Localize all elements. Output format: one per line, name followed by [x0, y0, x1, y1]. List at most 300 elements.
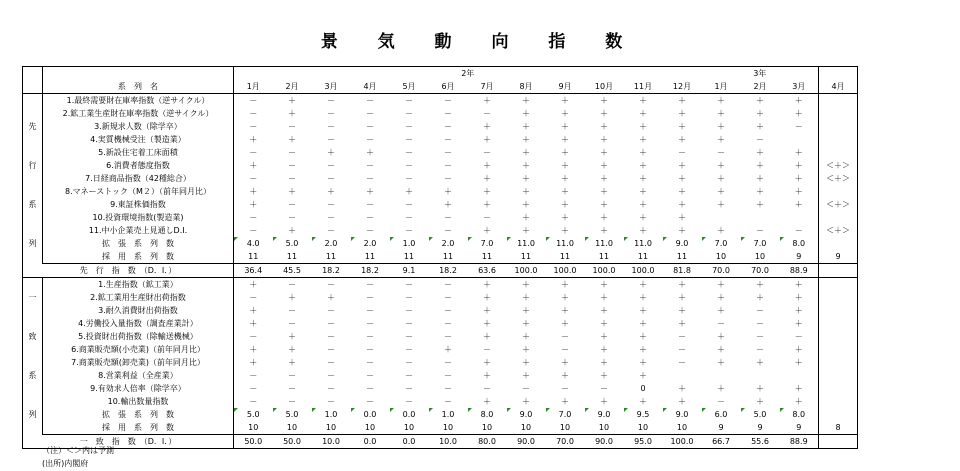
di-value: [819, 435, 858, 449]
series-name: 1.最終需要財在庫率指数（逆サイクル）: [43, 94, 234, 108]
indicator-cell: ＋: [717, 279, 725, 289]
indicator-cell: ＋: [288, 344, 296, 354]
indicator-cell: ＋: [639, 305, 647, 315]
indicator-cell: [819, 185, 858, 198]
expand-value: 0.0: [351, 408, 390, 421]
expand-value: 9.0: [663, 237, 702, 250]
indicator-cell: ＋: [756, 357, 764, 367]
cell-marker-icon: [546, 237, 550, 241]
indicator-cell: ＋: [234, 317, 273, 330]
leading-row: [23, 211, 858, 224]
indicator-cell: －: [444, 108, 452, 118]
section-side-label: [23, 250, 43, 264]
indicator-cell: －: [234, 146, 273, 159]
indicator-cell: ＋: [234, 159, 273, 172]
adopt-value: 10: [273, 421, 312, 435]
indicator-cell: －: [794, 121, 803, 131]
series-name: 4.実質機械受注（製造業）: [43, 133, 234, 146]
indicator-cell: [819, 343, 858, 356]
indicator-cell: －: [444, 95, 452, 105]
indicator-cell: ＋: [678, 121, 686, 131]
indicator-cell: －: [327, 370, 335, 380]
indicator-cell: ＋: [561, 225, 569, 235]
indicator-cell: ＋: [756, 160, 764, 170]
indicator-cell: ＋: [561, 199, 569, 209]
indicator-cell: ＋: [639, 147, 647, 157]
indicator-cell: －: [234, 330, 273, 343]
cell-marker-icon: [741, 408, 745, 412]
series-name: 5.投資財出荷指数（除輸送機械）: [43, 330, 234, 343]
indicator-cell: ＋: [600, 121, 608, 131]
indicator-cell: ＋: [756, 95, 764, 105]
di-value: 95.0: [624, 435, 663, 449]
indicator-cell: ＋: [717, 225, 725, 235]
indicator-cell: ＋: [522, 305, 530, 315]
expand-value: 11.0: [585, 237, 624, 250]
expand-value: 7.0: [468, 237, 507, 250]
adopt-value: 10: [546, 421, 585, 435]
section-side-label: [23, 107, 43, 120]
di-value: 88.9: [780, 435, 819, 449]
indicator-cell: ＋: [756, 147, 764, 157]
indicator-cell: ＋: [483, 95, 491, 105]
indicator-cell: －: [327, 396, 335, 406]
indicator-cell: ＋: [639, 199, 647, 209]
indicator-cell: ＋: [288, 108, 296, 118]
indicator-cell: ＋: [483, 225, 491, 235]
indicator-cell: ＋: [794, 357, 803, 367]
coincident-row: [23, 369, 858, 382]
indicator-cell: ＋: [794, 318, 803, 328]
indicator-cell: －: [444, 370, 452, 380]
adopt-value: 10: [663, 421, 702, 435]
indicator-cell: ＋: [639, 318, 647, 328]
indicator-cell: －: [366, 344, 374, 354]
indicator-cell: ＋: [639, 186, 647, 196]
section-side-label: [23, 211, 43, 224]
section-side-label: [23, 224, 43, 237]
adopt-value: 10: [741, 250, 780, 264]
section-side-label: 先: [23, 120, 43, 133]
coincident-row: [23, 330, 858, 343]
di-value: 50.0: [273, 435, 312, 449]
indicator-cell: ＋: [794, 147, 803, 157]
section-side-label: [23, 94, 43, 108]
indicator-cell: ＋: [522, 370, 530, 380]
indicator-cell: ＋: [756, 173, 764, 183]
indicator-cell: ＋: [756, 396, 764, 406]
indicator-cell: ＋: [522, 357, 530, 367]
indicator-cell: －: [366, 357, 374, 367]
indicator-cell: ＋: [327, 292, 335, 302]
indicator-cell: ＋: [678, 396, 686, 406]
cell-marker-icon: [390, 408, 394, 412]
series-name: 1.生産指数（鉱工業）: [43, 278, 234, 292]
indicator-cell: ＋: [522, 318, 530, 328]
indicator-cell: －: [366, 383, 374, 393]
indicator-cell: ＋: [522, 186, 530, 196]
indicator-cell: ＋: [600, 199, 608, 209]
indicator-cell: ＋: [600, 134, 608, 144]
indicator-cell: －: [366, 331, 374, 341]
indicator-cell: －: [288, 318, 296, 328]
indicator-cell: －: [327, 357, 335, 367]
indicator-cell: ＋: [639, 370, 647, 380]
indicator-cell: ＋: [639, 279, 647, 289]
indicator-cell: ＋: [794, 108, 803, 118]
indicator-cell: －: [405, 95, 413, 105]
indicator-cell: －: [678, 331, 686, 341]
section-side-label: [23, 421, 43, 435]
month-header: 4月: [819, 80, 858, 94]
indicator-cell: ＋: [522, 212, 530, 222]
leading-row: [23, 120, 858, 133]
series-name: 8.営業利益（全産業）: [43, 369, 234, 382]
month-header: 6月: [429, 80, 468, 94]
indicator-cell: －: [288, 370, 296, 380]
indicator-cell: －: [327, 383, 335, 393]
indicator-cell: －: [366, 160, 374, 170]
indicator-cell: －: [288, 160, 296, 170]
indicator-cell: [819, 278, 858, 292]
indicator-cell: ＋: [483, 292, 491, 302]
indicator-cell: －: [327, 199, 335, 209]
indicator-cell: ＋: [561, 357, 569, 367]
di-value: 50.0: [234, 435, 273, 449]
coincident-row: [23, 356, 858, 369]
series-name: 7.商業販売額(卸売業)（前年同月比）: [43, 356, 234, 369]
indicator-cell: ＋: [483, 134, 491, 144]
leading-row: [23, 133, 858, 146]
series-name: 10.投資環境指数(製造業): [43, 211, 234, 224]
coincident-row: [23, 317, 858, 330]
series-name-header: 系 列 名: [43, 80, 234, 94]
indicator-cell: ＋: [483, 357, 491, 367]
adopt-value: 11: [624, 250, 663, 264]
series-name: 5.新設住宅着工床面積: [43, 146, 234, 159]
indicator-cell: －: [405, 199, 413, 209]
indicator-cell: ＋: [561, 186, 569, 196]
indicator-cell: ＋: [794, 292, 803, 302]
di-value: 55.6: [741, 435, 780, 449]
indicator-cell: ＋: [561, 95, 569, 105]
section-side-label: 系: [23, 198, 43, 211]
series-name: 4.労働投入量指数（調査産業計）: [43, 317, 234, 330]
di-value: [819, 264, 858, 278]
adopt-value: 11: [429, 250, 468, 264]
expand-value: 9.0: [507, 408, 546, 421]
expand-value: 8.0: [780, 408, 819, 421]
expand-value: 9.5: [624, 408, 663, 421]
adopt-value: 10: [624, 421, 663, 435]
indicator-cell: －: [327, 344, 335, 354]
indicator-cell: －: [405, 134, 413, 144]
indicator-cell: －: [366, 370, 374, 380]
cell-marker-icon: [429, 237, 433, 241]
indicator-cell: －: [405, 212, 413, 222]
section-side-label: [23, 304, 43, 317]
series-name: 2.鉱工業用生産財出荷指数: [43, 291, 234, 304]
indicator-cell: ＋: [678, 108, 686, 118]
indicator-cell: －: [366, 95, 374, 105]
indicator-cell: ＋: [522, 279, 530, 289]
month-header: 3月: [780, 80, 819, 94]
adopt-value: 11: [663, 250, 702, 264]
indicator-cell: －: [444, 383, 452, 393]
indicator-cell: －: [234, 94, 273, 108]
leading-row: [23, 250, 858, 264]
indicator-cell: ＋: [639, 173, 647, 183]
di-value: 36.4: [234, 264, 273, 278]
indicator-cell: ＋: [561, 108, 569, 118]
indicator-cell: [819, 291, 858, 304]
adopt-value: 10: [585, 421, 624, 435]
expand-value: 11.0: [624, 237, 663, 250]
indicator-cell: －: [444, 279, 452, 289]
di-value: 18.2: [312, 264, 351, 278]
indicator-cell: ＋: [717, 383, 725, 393]
expand-value: 11.0: [507, 237, 546, 250]
di-value: 63.6: [468, 264, 507, 278]
indicator-cell: ＋: [717, 199, 725, 209]
leading-row: [23, 94, 858, 108]
indicator-cell: ＋: [561, 134, 569, 144]
indicator-cell: ＋: [639, 160, 647, 170]
indicator-cell: ＋: [483, 279, 491, 289]
section-side-label: [23, 185, 43, 198]
indicator-cell: ＋: [794, 173, 803, 183]
indicator-cell: －: [366, 108, 374, 118]
cell-marker-icon: [663, 408, 667, 412]
indicator-cell: －: [366, 292, 374, 302]
indicator-cell: ＋: [639, 134, 647, 144]
indicator-cell: －: [405, 357, 413, 367]
indicator-cell: ＋: [288, 95, 296, 105]
coincident-row: [23, 435, 858, 449]
expand-value: 9.0: [585, 408, 624, 421]
indicator-cell: ＋: [561, 212, 569, 222]
indicator-cell: ＋: [756, 279, 764, 289]
indicator-cell: －: [327, 331, 335, 341]
indicator-cell: －: [366, 121, 374, 131]
indicator-cell: ＋: [522, 344, 530, 354]
indicator-cell: ＋: [678, 318, 686, 328]
indicator-cell: [741, 369, 780, 382]
indicator-cell: [702, 369, 741, 382]
month-header: 9月: [546, 80, 585, 94]
coincident-row: [23, 278, 858, 292]
indicator-cell: －: [327, 108, 335, 118]
series-name: 8.マネーストック（M２）（前年同月比）: [43, 185, 234, 198]
di-value: 81.8: [663, 264, 702, 278]
indicator-cell: －: [717, 318, 725, 328]
indicator-cell: －: [327, 95, 335, 105]
di-value: 66.7: [702, 435, 741, 449]
series-name: 6.商業販売額(小売業)（前年同月比）: [43, 343, 234, 356]
cell-marker-icon: [390, 237, 394, 241]
month-header: 1月: [702, 80, 741, 94]
indicator-cell: [819, 330, 858, 343]
indicator-cell: [780, 369, 819, 382]
indicator-cell: ＋: [600, 305, 608, 315]
expand-value: 1.0: [390, 237, 429, 250]
indicator-cell: －: [794, 225, 803, 235]
indicator-cell: ＋: [522, 396, 530, 406]
expand-value: 2.0: [312, 237, 351, 250]
indicator-cell: ＋: [639, 225, 647, 235]
indicator-cell: ＋: [717, 344, 725, 354]
indicator-cell: ＋: [561, 279, 569, 289]
indicator-cell: －: [288, 147, 296, 157]
indicator-cell: －: [234, 107, 273, 120]
month-header: 1月: [234, 80, 273, 94]
indicator-cell: －: [405, 147, 413, 157]
indicator-cell: －: [366, 173, 374, 183]
indicator-cell: ＋: [756, 383, 764, 393]
indicator-cell: －: [405, 292, 413, 302]
indicator-cell: ＋: [366, 186, 374, 196]
expand-value: 6.0: [702, 408, 741, 421]
expand-value: 2.0: [429, 237, 468, 250]
indicator-cell: ＋: [678, 383, 686, 393]
indicator-cell: －: [794, 331, 803, 341]
series-name: 3.新規求人数（除学卒）: [43, 120, 234, 133]
month-header: 3月: [312, 80, 351, 94]
section-side-label: [23, 133, 43, 146]
page-title: 景 気 動 向 指 数: [320, 32, 640, 52]
indicator-cell: －: [522, 383, 530, 393]
indicator-cell: ＋: [717, 357, 725, 367]
indicator-cell: －: [327, 305, 335, 315]
indicator-cell: ＋: [600, 318, 608, 328]
cell-marker-icon: [351, 237, 355, 241]
indicator-cell: [780, 133, 819, 146]
adopt-value: 10: [507, 421, 546, 435]
indicator-cell: －: [483, 383, 491, 393]
indicator-cell: －: [444, 357, 452, 367]
indicator-cell: [819, 369, 858, 382]
adopt-value: 11: [312, 250, 351, 264]
di-value: 18.2: [351, 264, 390, 278]
indicator-cell: ＋: [483, 160, 491, 170]
indicator-cell: ＋: [717, 305, 725, 315]
di-value: 90.0: [507, 435, 546, 449]
indicator-cell: －: [288, 121, 296, 131]
indicator-cell: －: [678, 344, 686, 354]
indicator-cell: ＋: [522, 95, 530, 105]
indicator-cell: ＋: [483, 121, 491, 131]
indicator-cell: －: [405, 396, 413, 406]
indicator-cell: －: [561, 331, 569, 341]
indicator-cell: ＋: [639, 95, 647, 105]
adopt-value: 10: [468, 421, 507, 435]
indicator-cell: ＋: [522, 108, 530, 118]
indicator-cell: ＋: [561, 160, 569, 170]
indicator-cell: －: [405, 121, 413, 131]
indicator-cell: －: [561, 344, 569, 354]
indicator-cell: －: [288, 396, 296, 406]
indicator-cell: ＋: [600, 279, 608, 289]
cell-marker-icon: [429, 408, 433, 412]
indicator-cell: ＋: [639, 344, 647, 354]
di-label: 先 行 指 数 （D．I．）: [23, 264, 234, 278]
indicator-cell: ＋: [794, 186, 803, 196]
indicator-cell: ＜＋＞: [819, 172, 858, 185]
leading-row: [23, 185, 858, 198]
expand-value: 7.0: [702, 237, 741, 250]
indicator-cell: －: [234, 291, 273, 304]
indicator-cell: ＋: [483, 305, 491, 315]
indicator-cell: －: [444, 396, 452, 406]
expand-value: 9.0: [663, 408, 702, 421]
cell-marker-icon: [585, 237, 589, 241]
indicator-cell: －: [234, 211, 273, 224]
leading-row: [23, 237, 858, 250]
indicator-cell: －: [366, 305, 374, 315]
month-header: 5月: [390, 80, 429, 94]
indicator-cell: －: [366, 396, 374, 406]
indicator-cell: [819, 356, 858, 369]
cell-marker-icon: [780, 237, 784, 241]
leading-row: [23, 224, 858, 237]
indicator-cell: ＋: [794, 396, 803, 406]
indicator-cell: －: [405, 370, 413, 380]
indicator-cell: ＋: [561, 147, 569, 157]
series-name: 2.鉱工業生産財在庫率指数（逆サイクル）: [43, 107, 234, 120]
indicator-cell: －: [327, 318, 335, 328]
business-cycle-indicators-table: [22, 66, 858, 449]
indicator-cell: ＋: [522, 225, 530, 235]
adopt-value: 8: [819, 421, 858, 435]
indicator-cell: [819, 395, 858, 408]
series-name: 6.消費者態度指数: [43, 159, 234, 172]
indicator-cell: －: [366, 318, 374, 328]
indicator-cell: ＋: [717, 331, 725, 341]
di-value: 18.2: [429, 264, 468, 278]
indicator-cell: ＋: [561, 370, 569, 380]
expand-value: 5.0: [741, 408, 780, 421]
expand-label: 拡 張 系 列 数: [43, 237, 234, 250]
indicator-cell: ＋: [794, 160, 803, 170]
cell-marker-icon: [507, 408, 511, 412]
indicator-cell: ＋: [522, 331, 530, 341]
indicator-cell: [819, 211, 858, 224]
indicator-cell: ＋: [678, 199, 686, 209]
indicator-cell: －: [444, 121, 452, 131]
indicator-cell: －: [327, 279, 335, 289]
header-corner-lower: [23, 80, 43, 94]
section-side-label: [23, 395, 43, 408]
indicator-cell: ＋: [756, 292, 764, 302]
adopt-value: 11: [234, 250, 273, 264]
indicator-cell: －: [234, 224, 273, 237]
indicator-cell: －: [405, 344, 413, 354]
indicator-cell: －: [561, 383, 569, 393]
month-header: 2月: [741, 80, 780, 94]
indicator-cell: ＋: [234, 356, 273, 369]
indicator-cell: [702, 211, 741, 224]
indicator-cell: －: [405, 160, 413, 170]
section-side-label: 致: [23, 330, 43, 343]
header-month-row: [23, 80, 858, 94]
di-value: 9.1: [390, 264, 429, 278]
di-value: 0.0: [390, 435, 429, 449]
indicator-cell: ＋: [234, 343, 273, 356]
indicator-cell: ＋: [327, 147, 335, 157]
expand-value: 8.0: [468, 408, 507, 421]
expand-value: 11.0: [546, 237, 585, 250]
indicator-cell: ＋: [561, 173, 569, 183]
